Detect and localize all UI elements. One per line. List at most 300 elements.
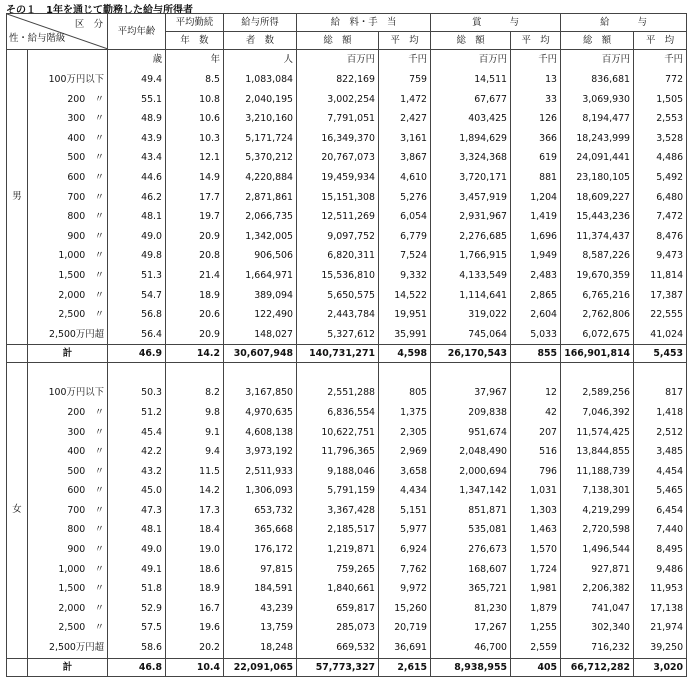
table-row [7,207,687,227]
unit-label: 年 [166,50,224,71]
table-cell: 5,171,724 [224,129,297,149]
table-row [7,129,687,149]
income-statistics-table [6,13,687,677]
table-row [7,423,687,443]
total-cell: 3,020 [634,658,687,676]
table-cell: 3,069,930 [561,90,634,110]
income-class-label: 2,500万円超 [28,325,108,345]
table-row [7,70,687,90]
table-cell: 4,610 [379,168,431,188]
table-cell: 716,232 [561,638,634,658]
table-cell: 2,305 [379,423,431,443]
table-cell: 796 [511,462,561,482]
header-salary-average: 平 均 [379,32,431,50]
table-row [7,227,687,247]
table-row [7,286,687,306]
table-cell: 759,265 [297,560,379,580]
header-avg-age: 平均年齢 [108,14,166,50]
table-cell: 659,817 [297,599,379,619]
table-cell: 20.8 [166,246,224,266]
income-class-label: 1,000 〃 [28,246,108,266]
table-row [7,188,687,208]
table-cell: 18.6 [166,560,224,580]
table-cell: 6,820,311 [297,246,379,266]
table-cell: 2,048,490 [431,442,511,462]
table-cell: 67,677 [431,90,511,110]
table-cell: 1,031 [511,481,561,501]
table-cell: 1,463 [511,520,561,540]
total-cell: 405 [511,658,561,676]
table-cell: 389,094 [224,286,297,306]
table-row [7,560,687,580]
table-cell: 6,836,554 [297,403,379,423]
unit-empty-cell [28,50,108,71]
income-class-label: 500 〃 [28,462,108,482]
table-cell: 5,791,159 [297,481,379,501]
table-cell: 365,721 [431,579,511,599]
table-cell: 2,720,598 [561,520,634,540]
table-cell: 619 [511,148,561,168]
table-cell: 906,506 [224,246,297,266]
table-cell: 8,587,226 [561,246,634,266]
table-cell: 7,762 [379,560,431,580]
income-class-label: 400 〃 [28,129,108,149]
income-class-label: 300 〃 [28,423,108,443]
table-cell: 1,724 [511,560,561,580]
table-cell: 5,650,575 [297,286,379,306]
table-cell: 5,327,612 [297,325,379,345]
table-cell: 18,243,999 [561,129,634,149]
table-cell: 2,000,694 [431,462,511,482]
table-cell: 14.9 [166,168,224,188]
table-cell: 772 [634,70,687,90]
table-cell: 45.0 [108,481,166,501]
table-cell: 1,879 [511,599,561,619]
table-cell: 49.0 [108,540,166,560]
table-cell: 21.4 [166,266,224,286]
table-cell: 2,559 [511,638,561,658]
table-cell: 4,434 [379,481,431,501]
table-cell: 19,670,359 [561,266,634,286]
table-cell: 49.8 [108,246,166,266]
total-cell: 10.4 [166,658,224,676]
table-cell: 2,483 [511,266,561,286]
table-cell: 10.3 [166,129,224,149]
table-cell: 2,551,288 [297,383,379,403]
table-cell: 57.5 [108,618,166,638]
income-class-label: 500 〃 [28,148,108,168]
table-cell: 1,375 [379,403,431,423]
table-cell: 1,419 [511,207,561,227]
table-row [7,109,687,129]
table-cell: 13,844,855 [561,442,634,462]
table-cell: 7,791,051 [297,109,379,129]
table-cell: 951,674 [431,423,511,443]
table-cell: 669,532 [297,638,379,658]
table-cell: 176,172 [224,540,297,560]
table-cell: 4,486 [634,148,687,168]
table-cell: 148,027 [224,325,297,345]
table-cell: 23,180,105 [561,168,634,188]
table-cell: 5,276 [379,188,431,208]
income-class-label: 2,500 〃 [28,305,108,325]
table-cell: 6,924 [379,540,431,560]
table-cell: 2,443,784 [297,305,379,325]
table-cell: 1,496,544 [561,540,634,560]
income-class-label: 2,500 〃 [28,618,108,638]
table-cell: 2,276,685 [431,227,511,247]
table-cell: 5,492 [634,168,687,188]
table-cell: 1,255 [511,618,561,638]
table-cell: 122,490 [224,305,297,325]
unit-label: 百万円 [431,50,511,71]
table-cell: 49.0 [108,227,166,247]
table-cell: 44.6 [108,168,166,188]
unit-empty-cell [561,363,634,384]
table-cell: 8,476 [634,227,687,247]
income-class-label: 2,500万円超 [28,638,108,658]
table-cell: 8,495 [634,540,687,560]
table-cell: 21,974 [634,618,687,638]
table-cell: 56.8 [108,305,166,325]
income-class-label: 800 〃 [28,520,108,540]
total-cell: 66,712,282 [561,658,634,676]
table-cell: 12.1 [166,148,224,168]
table-cell: 1,570 [511,540,561,560]
unit-empty-cell [379,363,431,384]
table-row [7,462,687,482]
table-cell: 20.2 [166,638,224,658]
table-cell: 741,047 [561,599,634,619]
table-cell: 42.2 [108,442,166,462]
table-cell: 2,589,256 [561,383,634,403]
table-cell: 20,719 [379,618,431,638]
table-cell: 7,472 [634,207,687,227]
unit-empty-cell [511,363,561,384]
total-cell: 14.2 [166,345,224,363]
table-cell: 15,260 [379,599,431,619]
table-cell: 745,064 [431,325,511,345]
table-cell: 817 [634,383,687,403]
table-cell: 7,524 [379,246,431,266]
header-avg-tenure: 平均勤続 [166,14,224,32]
table-cell: 3,973,192 [224,442,297,462]
table-cell: 43.9 [108,129,166,149]
sex-label: 男 [7,50,28,345]
income-class-label: 900 〃 [28,540,108,560]
table-cell: 11,814 [634,266,687,286]
table-cell: 19,459,934 [297,168,379,188]
table-cell: 126 [511,109,561,129]
table-cell: 535,081 [431,520,511,540]
table-cell: 302,340 [561,618,634,638]
total-cell: 4,598 [379,345,431,363]
table-cell: 15,151,308 [297,188,379,208]
table-cell: 33 [511,90,561,110]
table-cell: 2,865 [511,286,561,306]
total-cell: 46.8 [108,658,166,676]
income-class-label: 800 〃 [28,207,108,227]
table-cell: 1,347,142 [431,481,511,501]
table-cell: 5,465 [634,481,687,501]
table-cell: 1,664,971 [224,266,297,286]
table-cell: 6,765,216 [561,286,634,306]
table-cell: 52.9 [108,599,166,619]
table-cell: 516 [511,442,561,462]
table-cell: 927,871 [561,560,634,580]
table-cell: 58.6 [108,638,166,658]
table-cell: 2,066,735 [224,207,297,227]
table-cell: 184,591 [224,579,297,599]
table-cell: 18.4 [166,520,224,540]
total-label: 計 [28,658,108,676]
table-cell: 51.3 [108,266,166,286]
table-row [7,501,687,521]
total-cell: 166,901,814 [561,345,634,363]
corner-bottom-label: 性・給与階級 [9,33,66,44]
table-cell: 4,970,635 [224,403,297,423]
table-cell: 3,367,428 [297,501,379,521]
table-cell: 7,138,301 [561,481,634,501]
table-cell: 41,024 [634,325,687,345]
table-cell: 5,033 [511,325,561,345]
income-class-label: 900 〃 [28,227,108,247]
table-cell: 17.7 [166,188,224,208]
table-cell: 2,604 [511,305,561,325]
table-cell: 14,522 [379,286,431,306]
total-cell: 8,938,955 [431,658,511,676]
table-cell: 207 [511,423,561,443]
table-cell: 2,553 [634,109,687,129]
unit-label: 歳 [108,50,166,71]
table-cell: 1,219,871 [297,540,379,560]
table-cell: 366 [511,129,561,149]
table-cell: 6,779 [379,227,431,247]
table-cell: 11.5 [166,462,224,482]
table-cell: 17,267 [431,618,511,638]
unit-row [7,363,687,384]
table-cell: 10,622,751 [297,423,379,443]
table-cell: 3,528 [634,129,687,149]
unit-label: 千円 [379,50,431,71]
table-cell: 9.1 [166,423,224,443]
table-cell: 56.4 [108,325,166,345]
header-bonus: 賞 与 [431,14,561,32]
table-cell: 822,169 [297,70,379,90]
header-salary: 給 料・手 当 [297,14,431,32]
table-cell: 3,324,368 [431,148,511,168]
table-cell: 2,040,195 [224,90,297,110]
unit-row [7,50,687,71]
unit-empty-cell [166,363,224,384]
income-class-label: 400 〃 [28,442,108,462]
income-class-label: 2,000 〃 [28,286,108,306]
table-row [7,305,687,325]
table-body [7,50,687,677]
table-cell: 1,083,084 [224,70,297,90]
table-cell: 5,370,212 [224,148,297,168]
table-cell: 19.0 [166,540,224,560]
table-cell: 39,250 [634,638,687,658]
table-row [7,148,687,168]
total-row [7,345,687,363]
table-row [7,579,687,599]
total-cell: 2,615 [379,658,431,676]
table-cell: 16.7 [166,599,224,619]
table-cell: 2,931,967 [431,207,511,227]
table-cell: 6,454 [634,501,687,521]
table-cell: 2,185,517 [297,520,379,540]
table-cell: 2,206,382 [561,579,634,599]
table-cell: 168,607 [431,560,511,580]
table-cell: 1,696 [511,227,561,247]
table-cell: 16,349,370 [297,129,379,149]
table-cell: 18,248 [224,638,297,658]
table-cell: 851,871 [431,501,511,521]
total-cell: 46.9 [108,345,166,363]
table-cell: 55.1 [108,90,166,110]
total-sex-cell [7,345,28,363]
unit-label: 百万円 [297,50,379,71]
table-cell: 653,732 [224,501,297,521]
unit-label: 千円 [511,50,561,71]
table-cell: 20.9 [166,227,224,247]
table-cell: 1,114,641 [431,286,511,306]
income-class-label: 100万円以下 [28,70,108,90]
table-cell: 50.3 [108,383,166,403]
table-cell: 17.3 [166,501,224,521]
table-cell: 97,815 [224,560,297,580]
table-cell: 43.4 [108,148,166,168]
table-cell: 10.6 [166,109,224,129]
table-cell: 14,511 [431,70,511,90]
table-cell: 4,608,138 [224,423,297,443]
table-cell: 46,700 [431,638,511,658]
table-cell: 18,609,227 [561,188,634,208]
table-row [7,383,687,403]
table-cell: 14.2 [166,481,224,501]
table-cell: 1,949 [511,246,561,266]
table-cell: 49.4 [108,70,166,90]
table-cell: 9.4 [166,442,224,462]
total-cell: 140,731,271 [297,345,379,363]
income-class-label: 600 〃 [28,168,108,188]
table-cell: 51.8 [108,579,166,599]
table-cell: 836,681 [561,70,634,90]
header-pay-average: 平 均 [634,32,687,50]
table-cell: 9,486 [634,560,687,580]
table-cell: 2,969 [379,442,431,462]
total-cell: 5,453 [634,345,687,363]
header-bonus-total: 総 額 [431,32,511,50]
table-cell: 403,425 [431,109,511,129]
income-class-label: 700 〃 [28,501,108,521]
table-row [7,325,687,345]
unit-label: 百万円 [561,50,634,71]
table-cell: 2,512 [634,423,687,443]
table-title: その１ 1年を通じて勤務した給与所得者 [6,5,193,16]
table-row [7,90,687,110]
table-cell: 1,472 [379,90,431,110]
table-row [7,442,687,462]
table-cell: 47.3 [108,501,166,521]
table-cell: 9,473 [634,246,687,266]
header-salary-total: 総 額 [297,32,379,50]
table-cell: 759 [379,70,431,90]
table-row [7,599,687,619]
table-cell: 17,138 [634,599,687,619]
table-cell: 51.2 [108,403,166,423]
unit-empty-cell [224,363,297,384]
table-cell: 6,480 [634,188,687,208]
table-cell: 18.9 [166,286,224,306]
table-cell: 43.2 [108,462,166,482]
income-class-label: 700 〃 [28,188,108,208]
table-cell: 20.6 [166,305,224,325]
income-class-label: 600 〃 [28,481,108,501]
table-cell: 19,951 [379,305,431,325]
table-cell: 35,991 [379,325,431,345]
income-class-label: 1,500 〃 [28,266,108,286]
table-cell: 1,342,005 [224,227,297,247]
table-cell: 5,151 [379,501,431,521]
header-earners-2: 者 数 [224,32,297,50]
table-cell: 37,967 [431,383,511,403]
header-pay-total: 総 額 [561,32,634,50]
table-cell: 20.9 [166,325,224,345]
total-cell: 30,607,948 [224,345,297,363]
table-cell: 805 [379,383,431,403]
header-total-pay: 給 与 [561,14,687,32]
unit-label: 千円 [634,50,687,71]
table-cell: 15,443,236 [561,207,634,227]
table-cell: 3,002,254 [297,90,379,110]
unit-empty-cell [28,363,108,384]
table-cell: 1,418 [634,403,687,423]
income-class-label: 100万円以下 [28,383,108,403]
table-cell: 8.2 [166,383,224,403]
table-cell: 2,427 [379,109,431,129]
table-cell: 276,673 [431,540,511,560]
table-cell: 7,046,392 [561,403,634,423]
table-cell: 4,133,549 [431,266,511,286]
unit-empty-cell [431,363,511,384]
total-cell: 22,091,065 [224,658,297,676]
table-row [7,168,687,188]
total-label: 計 [28,345,108,363]
table-cell: 46.2 [108,188,166,208]
table-cell: 4,219,299 [561,501,634,521]
table-cell: 15,536,810 [297,266,379,286]
table-cell: 2,871,861 [224,188,297,208]
table-cell: 7,440 [634,520,687,540]
table-row [7,246,687,266]
table-cell: 24,091,441 [561,148,634,168]
table-cell: 19.7 [166,207,224,227]
table-cell: 11,574,425 [561,423,634,443]
table-cell: 8,194,477 [561,109,634,129]
table-cell: 4,454 [634,462,687,482]
unit-empty-cell [297,363,379,384]
table-cell: 9.8 [166,403,224,423]
table-cell: 6,054 [379,207,431,227]
table-cell: 2,511,933 [224,462,297,482]
table-cell: 1,766,915 [431,246,511,266]
table-cell: 11,188,739 [561,462,634,482]
table-row [7,481,687,501]
table-cell: 3,167,850 [224,383,297,403]
table-cell: 20,767,073 [297,148,379,168]
